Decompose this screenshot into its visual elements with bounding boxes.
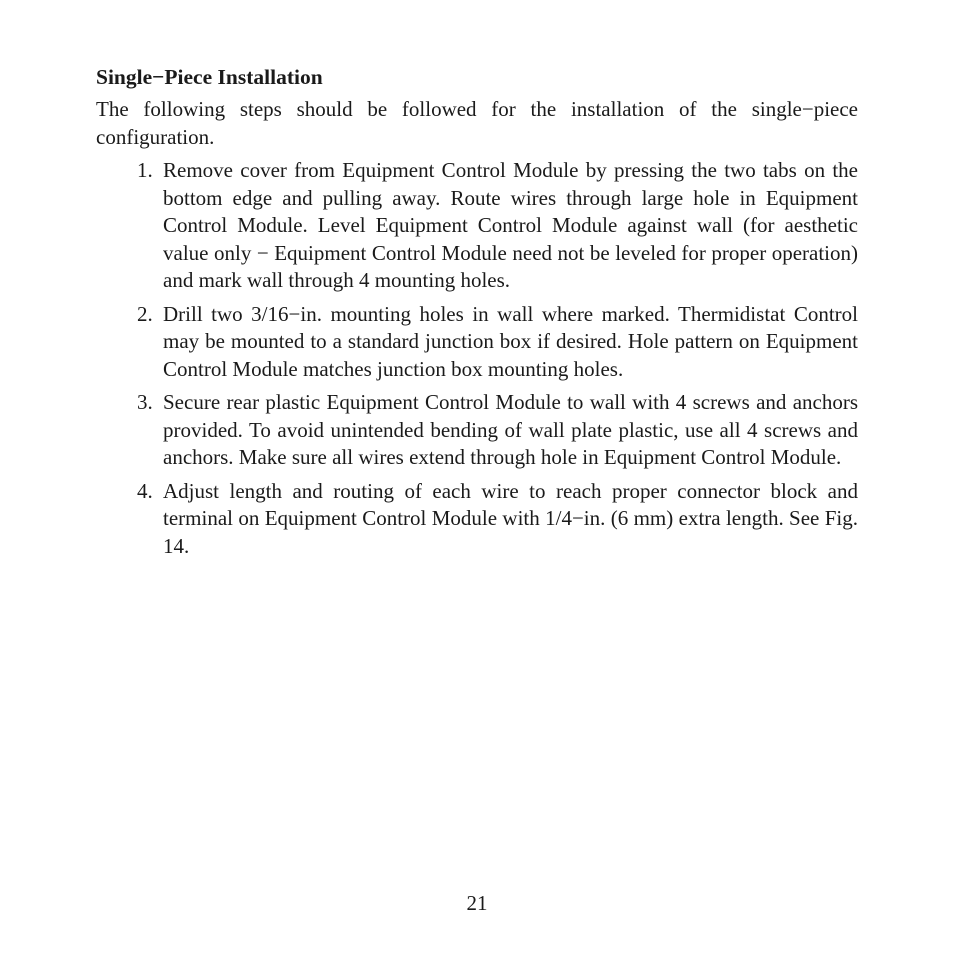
intro-paragraph: The following steps should be followed for the installation of the single−piece configuration. — [96, 97, 858, 149]
list-item — [96, 478, 858, 561]
list-item — [96, 301, 858, 384]
step-number: 2. — [137, 301, 153, 326]
list-item — [96, 157, 858, 295]
step-text: Adjust length and routing of each wire to reach proper connector block and terminal on Equipment Control Module with 1/4−in. (6 mm) extra length. See Fig. 14. — [163, 478, 858, 558]
page-number: 21 — [466, 891, 488, 915]
installation-steps-list — [96, 157, 858, 560]
step-text: Secure rear plastic Equipment Control Module to wall with 4 screws and anchors provided. To avoid unintended bending of wall plate plastic, use all 4 screws and anchors. Make sure all wires extend through hole in Equipment Control Module. — [163, 390, 858, 469]
step-number: 3. — [137, 390, 153, 414]
list-item — [96, 389, 858, 472]
step-text: Drill two 3/16−in. mounting holes in wall where marked. Thermidistat Control may be mounted to a standard junction box if desired. Hole pattern on Equipment Control Module matches junction box mounting holes. — [163, 301, 858, 381]
step-number: 1. — [137, 158, 153, 182]
section-heading: Single−Piece Installation — [96, 65, 323, 89]
step-number: 4. — [137, 478, 153, 503]
document-body — [96, 62, 858, 566]
step-text: Remove cover from Equipment Control Module by pressing the two tabs on the bottom edge and pulling away. Route wires through large hole in Equipment Control Module. Level Equipment Control Module against wall (for aesthetic value only − Equipment Control Module need not be leveled for proper operation) and mark wall through 4 mounting holes. — [163, 158, 858, 292]
